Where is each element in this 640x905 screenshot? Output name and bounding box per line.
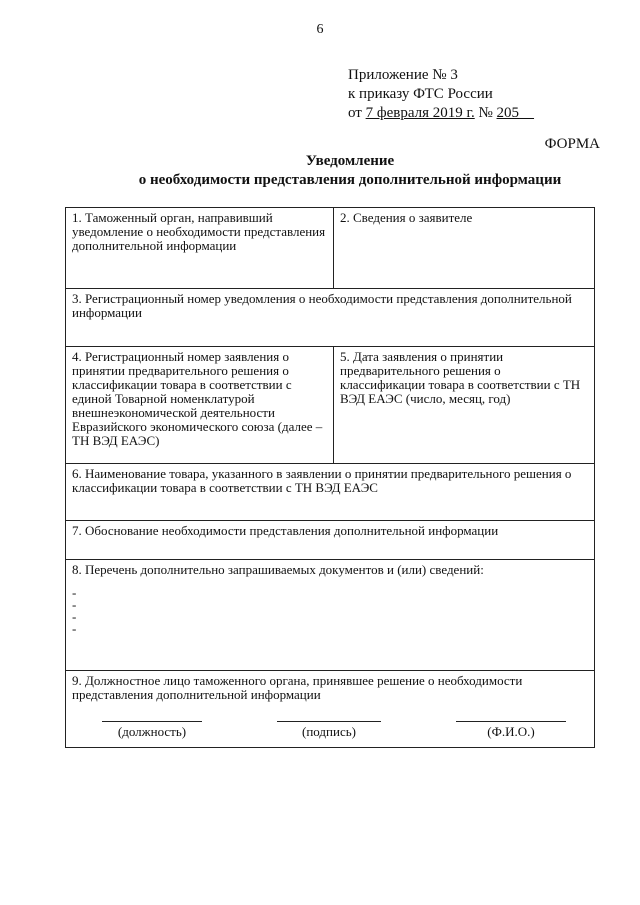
field-application-date[interactable]: 5. Дата заявления о принятии предварительного решения о классификации товара в соответствии с ТН ВЭД ЕАЭС (число, месяц, год) (340, 349, 581, 406)
form-row-4 (66, 463, 594, 520)
form-row-2 (66, 288, 594, 346)
list-item: - (72, 597, 77, 612)
signature-position[interactable] (102, 720, 202, 739)
form-row-3 (66, 346, 594, 463)
field-customs-authority[interactable]: 1. Таможенный орган, направивший уведомление о необходимости представления дополнительной информации (66, 208, 334, 288)
name-line (456, 720, 566, 722)
form-row-5 (66, 520, 594, 559)
field-applicant-info[interactable]: 2. Сведения о заявителе (340, 210, 473, 225)
form-row-1 (66, 208, 594, 288)
signature-name[interactable] (456, 720, 566, 739)
signature-block (72, 720, 588, 739)
requested-documents-label: 8. Перечень дополнительно запрашиваемых документов и (или) сведений: (72, 562, 484, 577)
field-official (66, 671, 594, 747)
form-row-6 (66, 559, 594, 670)
document-title (0, 152, 640, 190)
appendix-header (348, 66, 534, 123)
signature-caption: (подпись) (302, 724, 356, 739)
field-requested-documents[interactable] (66, 560, 594, 670)
name-caption: (Ф.И.О.) (487, 724, 535, 739)
title-line-1: Уведомление (305, 153, 395, 169)
notification-form (65, 207, 595, 748)
field-application-number[interactable]: 4. Регистрационный номер заявления о принятии предварительного решения о классификации товара в соответствии с единой Товарной номенклатурой внешнеэкономической деятельности Евразийского экономического союза (далее – ТН ВЭД ЕАЭС) (66, 347, 334, 463)
appendix-date: 7 февраля 2019 г. (365, 105, 475, 121)
field-justification[interactable]: 7. Обоснование необходимости представления дополнительной информации (72, 523, 499, 538)
list-item: - (72, 585, 77, 600)
appendix-line-2: к приказу ФТС России (348, 86, 493, 102)
list-item: - (72, 609, 77, 624)
form-label: ФОРМА (544, 136, 600, 152)
form-row-7 (66, 670, 594, 747)
title-line-2: о необходимости представления дополнительной информации (138, 172, 562, 188)
position-line (102, 720, 202, 722)
field-goods-name[interactable]: 6. Наименование товара, указанного в заявлении о принятии предварительного решения о классификации товара в соответствии с ТН ВЭД ЕАЭС (72, 466, 572, 495)
field-notification-number[interactable]: 3. Регистрационный номер уведомления о необходимости представления дополнительной информации (72, 291, 572, 320)
page-number: 6 (316, 22, 324, 37)
official-label: 9. Должностное лицо таможенного органа, принявшее решение о необходимости представления дополнительной информации (72, 673, 523, 702)
position-caption: (должность) (117, 724, 187, 739)
appendix-number: 205 (496, 105, 520, 121)
appendix-number-label: № (474, 105, 497, 121)
appendix-line-3 (348, 104, 534, 123)
appendix-date-prefix: от (348, 105, 366, 121)
signature-line (277, 720, 381, 722)
requested-documents-list (72, 587, 588, 635)
list-item: - (72, 621, 77, 636)
appendix-line-1: Приложение № 3 (348, 67, 458, 83)
signature-sign[interactable] (277, 720, 381, 739)
